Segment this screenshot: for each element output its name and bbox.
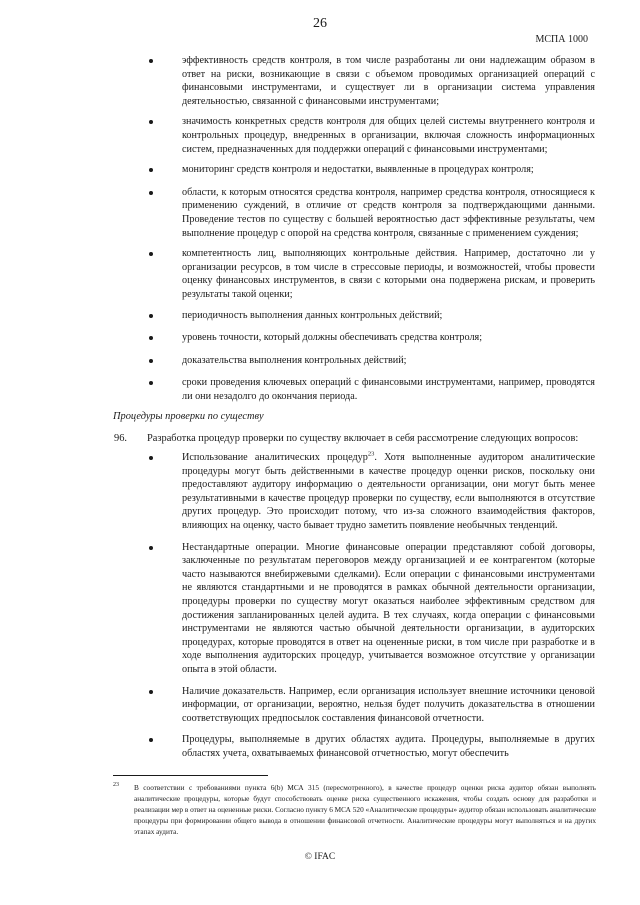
bullet-icon	[149, 336, 153, 340]
paragraph-96	[114, 432, 595, 446]
bullet-icon	[149, 120, 153, 124]
document-code: МСПА 1000	[535, 34, 588, 45]
page-number: 26	[313, 16, 327, 31]
section-heading: Процедуры проверки по существу	[113, 411, 264, 423]
item-lead: Использование аналитических процедур	[182, 452, 368, 464]
copyright: © IFAC	[304, 852, 336, 862]
bullet-icon	[149, 314, 153, 318]
bullet-icon	[149, 456, 153, 460]
list-item	[182, 451, 595, 533]
list-item: эффективность средств контроля, в том числе разработаны ли они надлежащим образом в ответ на риски, возникающие в связи с объемом проводимых организацией операций с финансовыми инструментами, и существует ли в организации система управления деятельностью, связанной с финансовыми инструментами;	[182, 54, 595, 108]
list-item: компетентность лиц, выполняющих контрольные действия. Например, достаточно ли у организации ресурсов, в том числе в стрессовые периоды, и возможностей, чтобы провести оценку финансовых инструментов, в связи с которыми она подвержена рискам, и проверить результаты такой оценки;	[182, 247, 595, 301]
footnote-separator	[113, 775, 268, 776]
footnote-ref[interactable]: 23	[367, 450, 375, 458]
item-lead: Процедуры, выполняемые в других областях аудита.	[182, 734, 426, 746]
item-lead: Нестандартные операции.	[182, 541, 300, 553]
bullet-icon	[149, 252, 153, 256]
item-text: Процедуры, выполняемые в других областях учета, охватываемых финансовой отчетностью, могут обеспечить	[182, 734, 595, 759]
item-lead: Наличие доказательств.	[182, 685, 286, 697]
item-text: . Хотя выполненные аудитором аналитические процедуры могут быть действенными в качестве процедур оценки рисков, поскольку они предоставляют аудитору информацию о деятельности организации, они могут быть менее результативными в качестве процедур проверки по существу, если выполняются в отсутствие других процедур. Это происходит потому, что из-за сложного взаимодействия факторов, влияющих на оценку, часто бывает трудно заметить появление необычных тенденций.	[182, 452, 595, 532]
footnote-text: В соответствии с требованиями пункта 6(b) МСА 315 (пересмотренного), в качестве процедур оценки риска аудитор обязан выполнять аналитические процедуры, которые будут способствовать оценке риска существенного искажения, чтобы создать основу для разработки и реализации мер в ответ на оцененные риски. Согласно пункту 6 МСА 520 «Аналитические процедуры» аудитор обязан использовать аналитические процедуры при формировании общего вывода в отношении финансовой отчетности. Аналитические процедуры могут выполняться и на других этапах аудита.	[134, 783, 596, 836]
bullet-icon	[149, 546, 153, 550]
bullet-icon	[149, 59, 153, 63]
list-item	[182, 733, 595, 760]
paragraph-text: Разработка процедур проверки по существу включает в себя рассмотрение следующих вопросов:	[147, 433, 579, 445]
page-content	[0, 54, 640, 769]
list-item	[182, 685, 595, 726]
list-item: доказательства выполнения контрольных действий;	[182, 354, 595, 368]
bullet-icon	[149, 381, 153, 385]
bullet-icon	[149, 359, 153, 363]
list-item: уровень точности, который должны обеспечивать средства контроля;	[182, 331, 595, 345]
footnote	[113, 782, 596, 837]
list-item: сроки проведения ключевых операций с финансовыми инструментами, например, проводятся ли они незадолго до окончания периода.	[182, 376, 595, 403]
bullet-icon	[149, 738, 153, 742]
list-item: области, к которым относятся средства контроля, например средства контроля, относящиеся к применению суждений, в отличие от средств контроля за подтверждающими данными. Проведение тестов по существу с большей вероятностью даст эффективные результаты, чем выполнение процедур с опорой на средства контроля, связанные с применением суждения;	[182, 186, 595, 240]
bullet-icon	[149, 690, 153, 694]
item-text: Например, если организация использует внешние источники ценовой информации, от организации, вероятно, нельзя будет получить доказательства в отношении соответствующих предпосылок составления финансовой отчетности.	[182, 685, 595, 724]
list-item: значимость конкретных средств контроля для общих целей системы внутреннего контроля и контрольных процедур, внедренных в организации, включая сложность информационных систем, предназначенных для поддержки операций с финансовыми инструментами;	[182, 115, 595, 156]
list-item: мониторинг средств контроля и недостатки, выявленные в процедурах контроля;	[182, 163, 595, 177]
paragraph-number: 96.	[114, 433, 127, 445]
footnote-number: 23	[113, 782, 119, 788]
bullet-icon	[149, 168, 153, 172]
item-text: Многие финансовые операции представляют собой договоры, заключенные по результатам переговоров между организацией и ее контрагентом (которые часто называются внебиржевыми сделками). Если операции с финансовыми инструментами не являются стандартными и не проводятся в рамках обычной деятельности организации, процедуры проверки по существу могут оказаться наиболее эффективным средством для достижения запланированных целей аудита. В тех случаях, когда операции с финансовыми инструментами не являются частью обычной деятельности организации, в аудиторских процедурах, которые проводятся в ответ на оцененные риски, в том числе при разработке и в ходе выполнения аудиторских процедур, учитывается возможное отсутствие у организации опыта в этой области.	[182, 541, 595, 675]
substantive-procedures-list	[0, 451, 640, 760]
bullet-icon	[149, 191, 153, 195]
list-item	[182, 541, 595, 677]
control-factors-list	[0, 54, 640, 403]
list-item: периодичность выполнения данных контрольных действий;	[182, 309, 595, 323]
